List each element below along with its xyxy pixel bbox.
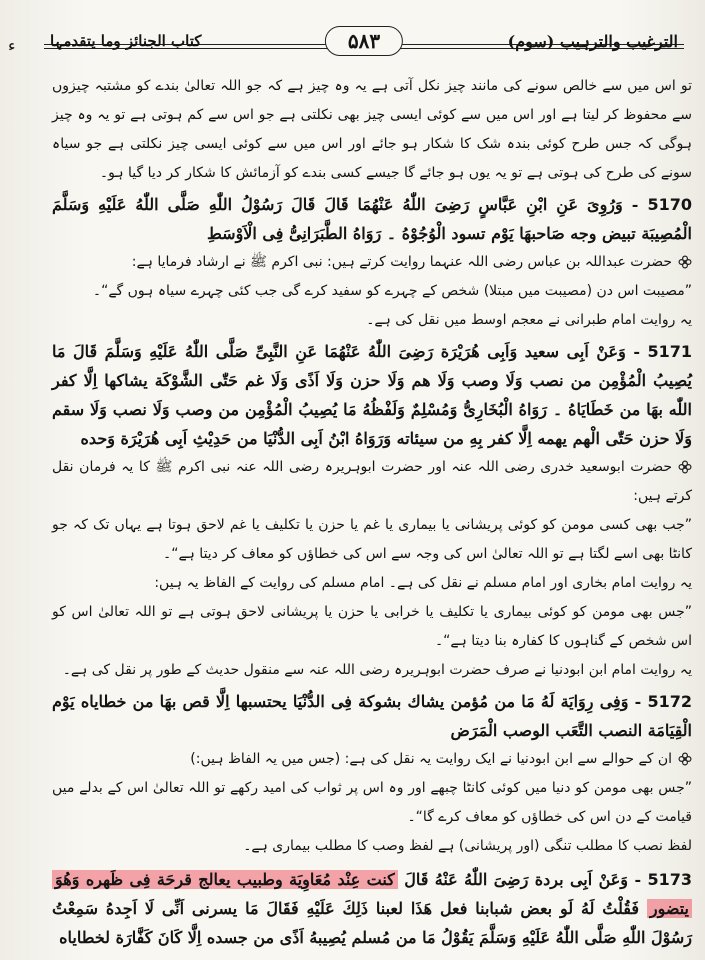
hadith-5173-arabic: 5173 - وَعَنْ اَبِی بردة رَضِیَ اللّٰهُ عَنْهُ قَالَ كنت عِنْد مُعَاوِیَة وطبیب یعالج قرحَة فِی ظَهره وَهُوَ یتضور فَقُلْتُ لَهُ لَو بعض شبابنا فعل هَذَا لعبنا ذَلِكَ عَلَیْهِ فَقَالَ مَا یسرنی اَنِّی لَا اَجِدهُ سَمِعْتُ رَسُوْلَ اللّٰهِ صَلَّی اللّٰهُ عَلَیْهِ وَسَلَّمَ یَقُوْلُ مَا من مُسلم یُصِیبهُ اَذًی من جسده اِلَّا كَانَ كَفَّارَة لخطایاه	[52, 870, 693, 947]
hadith-5170-source: یہ روایت امام طبرانی نے معجم اوسط میں نقل کی ہے۔	[366, 312, 692, 328]
page-content	[52, 72, 692, 952]
translation-intro: ان کے حوالے سے ابن ابودنیا نے ایک روایت یہ نقل کی ہے: (جس میں یہ الفاظ ہیں:)	[190, 751, 672, 767]
hadith-5172-translation: ”جس بھی مومن کو دنیا میں کوئی کانٹا چبھے اور وہ اس پر ثواب کی امید رکھے تو اللہ تعالیٰ اس کے بدلے میں قیامت کے دن اس کی خطاؤں کو معاف کرے گا“۔	[52, 780, 692, 825]
page-number: ۵۸۳	[325, 26, 403, 56]
hadith-5170-translation: ”مصیبت اس دن (مصیبت میں مبتلا) شخص کے چہرے کو سفید کرے گی جب کئی چہرے سیاہ ہوں گے“۔	[92, 283, 692, 299]
hadith-5171-source-2: یہ روایت امام ابن ابودنیا نے صرف حضرت ابوہریرہ رضی اللہ عنہ سے منقول حدیث کے طور پر نقل کی ہے۔	[62, 662, 692, 678]
hadith-text-start: وَعَنْ اَبِی بردة رَضِیَ اللّٰهُ عَنْهُ قَالَ	[404, 870, 629, 889]
flower-icon	[678, 460, 692, 474]
translation-intro: حضرت ابوسعید خدری رضی اللہ عنہ اور حضرت ابوہریرہ رضی اللہ عنہ نبی اکرم ﷺ کا یہ فرمان نقل کرتے ہیں:	[52, 459, 692, 504]
flower-icon	[678, 752, 692, 766]
paragraph-intro: تو اس میں سے خالص سونے کی مانند چیز نکل آتی ہے یہ وہ چیز ہے کہ جو اللہ تعالیٰ بندے کو مشتبہ چیزوں سے محفوظ کر لیتا ہے اور اس میں سے کوئی ایسی چیز بھی نکلتی ہے جو اس سے کم ہوتی ہے تو یہ وہ چیز ہوگی کہ جس طرح کوئی بندہ شک کا شکار ہو جائے اور اس میں سے کوئی ایسی چیز نکلتی ہے جو سیاہ سونے کی طرح کی ہوتی ہے تو یہ یوں ہو جائے گا جیسے کسی بندے کو آزمائش کا شکار کر دیا گیا ہو۔	[52, 78, 692, 181]
translation-intro: حضرت عبداللہ بن عباس رضی اللہ عنہما روایت کرتے ہیں: نبی اکرم ﷺ نے ارشاد فرمایا ہے:	[131, 254, 672, 270]
hadith-5170-intro	[52, 248, 692, 277]
hadith-text: وَرُوِیَ عَنِ ابْنِ عَبَّاسٍ رَضِیَ اللّٰهُ عَنْهُمَا قَالَ قَالَ رَسُوْلُ اللّٰهِ صَلَّی اللّٰهُ عَلَیْهِ وَسَلَّمَ الْمُصِیبَة تبیض وجه صَاحبهَا یَوْم تسود الْوُجُوْهُ ۔ رَوَاهُ الطَّبَرَانِیُّ فِی الْاَوْسَطِ	[52, 195, 692, 243]
hadith-5172-intro	[52, 745, 692, 774]
margin-mark: ء	[8, 36, 16, 55]
hadith-5171-translation-muslim: ”جس بھی مومن کو کوئی بیماری یا تکلیف یا خرابی یا حزن یا پریشانی لاحق ہوتی ہے تو اللہ تعالیٰ اس کو اس شخص کے گناہوں کا کفارہ بنا دیتا ہے“۔	[52, 604, 692, 649]
hadith-number: 5171	[647, 342, 693, 361]
hadith-number: 5173	[647, 870, 693, 889]
hadith-5172-note: لفظ نصب کا مطلب تنگی (اور پریشانی) ہے لفظ وصب کا مطلب بیماری ہے۔	[243, 838, 692, 854]
hadith-text-end: فَقُلْتُ لَهُ لَو بعض شبابنا فعل هَذَا لعبنا ذَلِكَ عَلَیْهِ فَقَالَ مَا یسرنی اَنِّی لَا اَجِدهُ سَمِعْتُ رَسُوْلَ اللّٰهِ صَلَّی اللّٰهُ عَلَیْهِ وَسَلَّمَ یَقُوْلُ مَا من مُسلم یُصِیبهُ اَذًی من جسده اِلَّا كَانَ كَفَّارَة لخطایاه	[52, 899, 692, 947]
hadith-5171-source: یہ روایت امام بخاری اور امام مسلم نے نقل کی ہے۔ امام مسلم کی روایت کے الفاظ یہ ہیں:	[154, 575, 692, 591]
hadith-5171-translation: ”جب بھی کسی مومن کو کوئی پریشانی یا بیماری یا غم یا حزن یا تکلیف یا غم لاحق ہوتا ہے یہاں تک کہ جو کانٹا بھی اسے لگتا ہے تو اللہ تعالیٰ اس کی وجہ سے اس کی خطاؤں کو معاف کر دیتا ہے“۔	[52, 517, 692, 562]
page-header	[44, 28, 684, 68]
hadith-5172-arabic: 5172 - وَفِی رِوَایَة لَهُ مَا من مُؤمن یشاك بشوكة فِی الدُّنْیَا یحتسبها اِلَّا قص بهَا من خطایاه یَوْم الْقِیَامَة النصب التَّعَب الوصب الْمَرَض	[52, 692, 692, 740]
hadith-5171-intro	[52, 453, 692, 511]
hadith-text: وَعَنْ اَبِی سعید وَاَبِی هُرَیْرَة رَضِیَ اللّٰهُ عَنْهُمَا عَنِ النَّبِیِّ صَلَّی اللّٰهُ عَلَیْهِ وَسَلَّمَ قَالَ مَا یُصِیبُ الْمُؤْمِن من نصب وَلَا وصب وَلَا هم وَلَا حزن وَلَا اَذًی وَلَا غم حَتّٰی الشَّوْكَة یشاكها اِلَّا كفر اللّٰه بهَا من خَطَایَاهُ ۔ رَوَاهُ الْبُخَارِیُّ وَمُسْلِمٌ وَلَفْظُهُ مَا یُصِیبُ الْمُؤْمِن من وصب وَلَا نصب وَلَا سقم وَلَا حزن حَتّٰی الْهم یهمه اِلَّا كفر بِهِ من سیئاته وَرَوَاهُ ابْنُ اَبِی الدُّنْیَا من حَدِیْثِ اَبِی هُرَیْرَة وَحده	[52, 342, 692, 448]
hadith-number: 5170	[647, 195, 693, 214]
flower-icon	[678, 255, 692, 269]
chapter-title: کتاب الجنائز وما یتقدمہا	[50, 32, 202, 50]
hadith-5170-arabic: 5170 - وَرُوِیَ عَنِ ابْنِ عَبَّاسٍ رَضِیَ اللّٰهُ عَنْهُمَا قَالَ قَالَ رَسُوْلُ اللّٰهِ صَلَّی اللّٰهُ عَلَیْهِ وَسَلَّمَ الْمُصِیبَة تبیض وجه صَاحبهَا یَوْم تسود الْوُجُوْهُ ۔ رَوَاهُ الطَّبَرَانِیُّ فِی الْاَوْسَطِ	[52, 195, 693, 243]
highlighted-text: كنت عِنْد مُعَاوِیَة وطبیب یعالج قرحَة فِی ظَهره وَهُوَ یتضور	[52, 870, 692, 918]
book-title: الترغیب والترہیب (سوم)	[507, 32, 678, 51]
hadith-number: 5172	[647, 692, 692, 711]
hadith-5171-arabic: 5171 - وَعَنْ اَبِی سعید وَاَبِی هُرَیْرَة رَضِیَ اللّٰهُ عَنْهُمَا عَنِ النَّبِیِّ صَلَّی اللّٰهُ عَلَیْهِ وَسَلَّمَ قَالَ مَا یُصِیبُ الْمُؤْمِن من نصب وَلَا وصب وَلَا هم وَلَا حزن وَلَا اَذًی وَلَا غم حَتّٰی الشَّوْكَة یشاكها اِلَّا كفر اللّٰه بهَا من خَطَایَاهُ ۔ رَوَاهُ الْبُخَارِیُّ وَمُسْلِمٌ وَلَفْظُهُ مَا یُصِیبُ الْمُؤْمِن من وصب وَلَا نصب وَلَا سقم وَلَا حزن حَتّٰی الْهم یهمه اِلَّا كفر بِهِ من سیئاته وَرَوَاهُ ابْنُ اَبِی الدُّنْیَا من حَدِیْثِ اَبِی هُرَیْرَة وَحده	[52, 342, 693, 448]
hadith-text: وَفِی رِوَایَة لَهُ مَا من مُؤمن یشاك بشوكة فِی الدُّنْیَا یحتسبها اِلَّا قص بهَا من خطایاه یَوْم الْقِیَامَة النصب التَّعَب الوصب الْمَرَض	[52, 692, 692, 740]
